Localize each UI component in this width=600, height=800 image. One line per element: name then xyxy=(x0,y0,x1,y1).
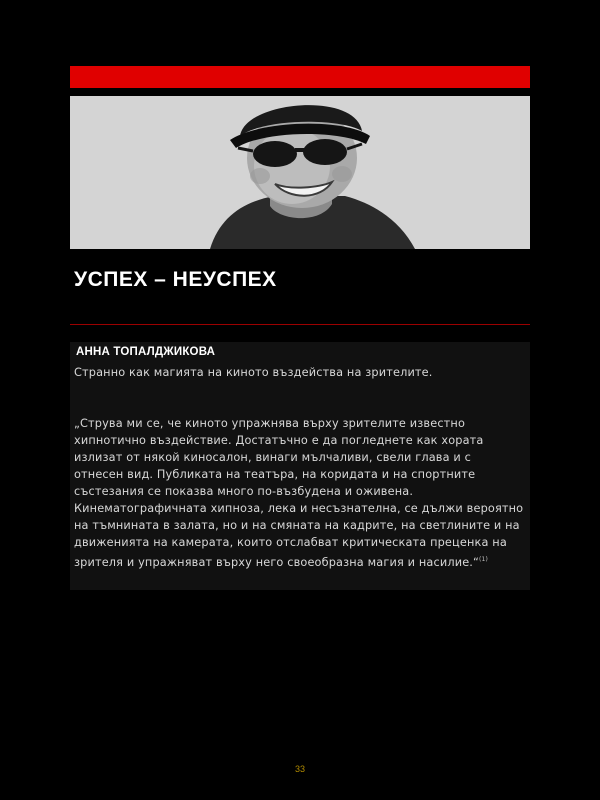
portrait-photo-icon xyxy=(70,96,530,249)
title-divider xyxy=(70,324,530,325)
author-name: АННА ТОПАЛДЖИКОВА xyxy=(76,346,216,358)
article-body xyxy=(70,342,530,590)
paragraph-intro: Странно как магията на киното въздейства на зрителите. xyxy=(74,366,433,379)
paragraph-quote xyxy=(74,415,524,571)
footnote-reference[interactable]: (1) xyxy=(479,556,488,563)
page-number: 33 xyxy=(294,764,305,774)
article-title: УСПЕХ – НЕУСПЕХ xyxy=(74,268,277,291)
quote-text: „Струва ми се, че киното упражнява върху зрителите известно хипнотично въздействие. Достатъчно е да погледнете как хората излизат от някой киносалон, винаги мълчаливи, свели глава и с отнесен вид. Публиката на театъра, на коридата и на спортните състезания се показва много по-възбудена и оживена. Кинематографичната хипноза, лека и несъзнателна, се дължи вероятно на тъмнината в залата, но и на смяната на кадрите, на светлините и на движенията на камерата, които отслабват критическата преценка на зрителя и упражняват върху него своеобразна магия и насилие.“ xyxy=(74,417,524,569)
hero-photo xyxy=(70,96,530,249)
header-red-bar xyxy=(70,66,530,88)
